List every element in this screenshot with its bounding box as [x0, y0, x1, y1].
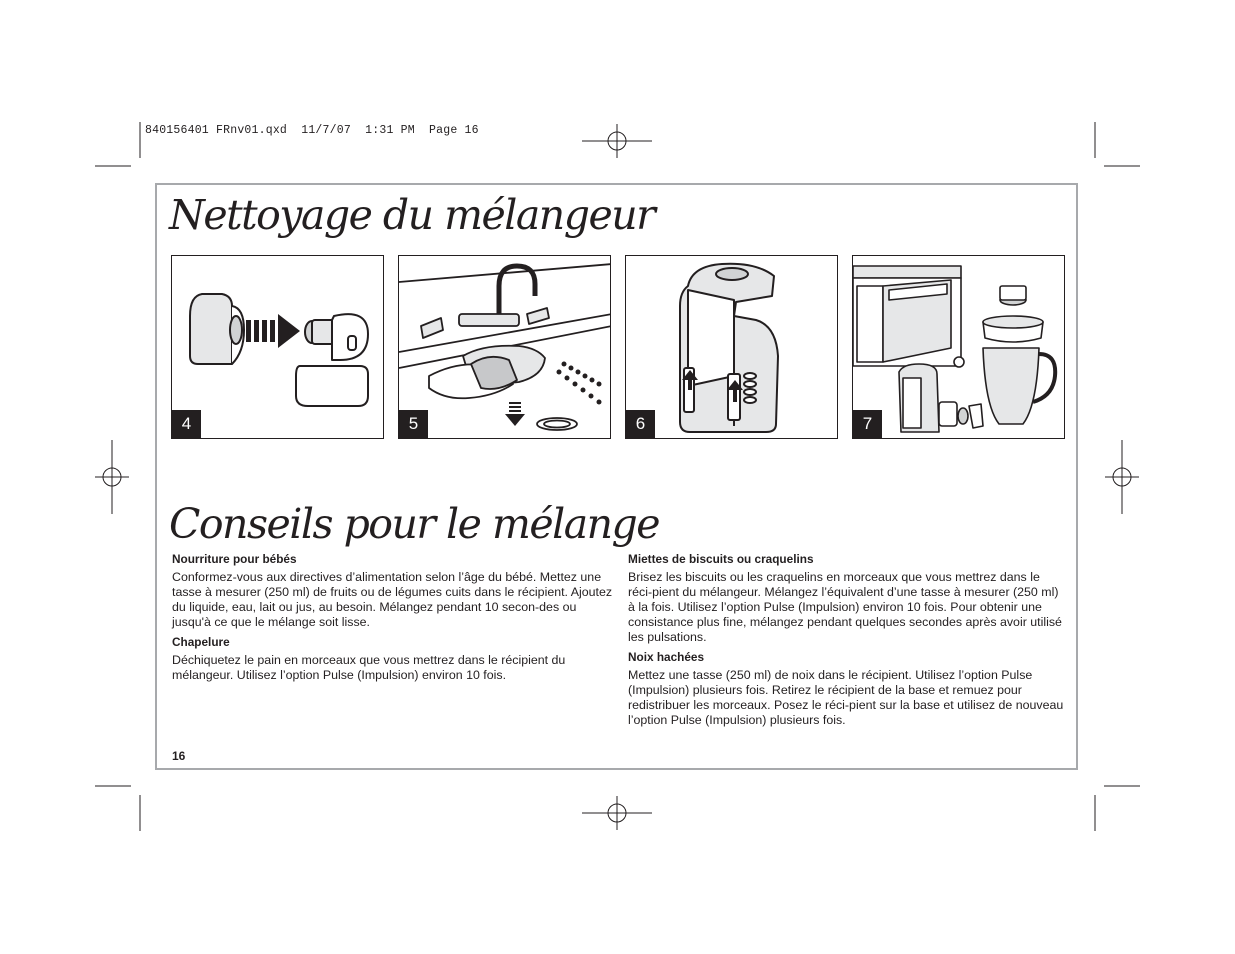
step-panel-6 — [625, 255, 838, 439]
tip-body: Mettez une tasse (250 ml) de noix dans le récipient. Utilisez l’option Pulse (Impulsion) plusieurs fois. Retirez le récipient de la base et remuez pour redistribuer les morceaux. Posez le réci-pient sur la base et utilisez de nouveau l’option Pulse (Impulsion) plusieurs fois. — [628, 668, 1064, 727]
tip-heading: Nourriture pour bébés — [172, 552, 297, 566]
tip-cookie-crumbs — [628, 552, 1066, 645]
step-number-6: 6 — [626, 410, 655, 438]
tip-baby-food — [172, 552, 614, 630]
registration-mark-bottom — [582, 796, 652, 830]
tips-right-column — [628, 552, 1066, 733]
tip-breadcrumbs — [172, 635, 614, 683]
tip-body: Déchiquetez le pain en morceaux que vous mettrez dans le récipient du mélangeur. Utilisez l’option Pulse (Impulsion) environ 10 fois. — [172, 653, 566, 682]
tips-title: Conseils pour le mélange — [169, 500, 660, 548]
step-panel-4 — [171, 255, 384, 439]
tip-body: Conformez-vous aux directives d’alimentation selon l’âge du bébé. Mettez une tasse à mesurer (250 ml) de fruits ou de légumes cuits dans le récipient. Ajoutez du liquide, eau, lait ou jus, au besoin. Mélangez pendant 10 secon-des ou jusqu'à ce que le mélange soit lisse. — [172, 570, 613, 629]
registration-mark-right — [1105, 440, 1139, 514]
tip-heading: Noix hachées — [628, 650, 705, 664]
step-number-5: 5 — [399, 410, 428, 438]
dishwasher-parts-icon — [853, 256, 1065, 439]
tip-heading: Chapelure — [172, 635, 230, 649]
tips-left-column — [172, 552, 614, 688]
print-slug-line: 840156401 FRnv01.qxd 11/7/07 1:31 PM Page 16 — [145, 124, 479, 137]
blender-base-icon — [626, 256, 838, 439]
tip-heading: Miettes de biscuits ou craquelins — [628, 552, 814, 566]
cleaning-title: Nettoyage du mélangeur — [169, 191, 655, 239]
tip-body: Brisez les biscuits ou les craquelins en morceaux que vous mettrez dans le réci-pient du mélangeur. Mélangez l’équivalent d’une tasse à mesurer (250 ml) à la fois. Utilisez l’option Pulse (Impulsion) environ 10 fois. Pour obtenir une consistance plus fine, mélangez pendant quelques secondes après avoir utilisé les pulsations. — [628, 570, 1062, 644]
registration-mark-left — [95, 440, 129, 514]
tip-chopped-nuts — [628, 650, 1066, 728]
step-number-4: 4 — [172, 410, 201, 438]
step-number-7: 7 — [853, 410, 882, 438]
step-panel-7 — [852, 255, 1065, 439]
registration-mark-top — [582, 124, 652, 158]
sink-hand-wash-icon — [399, 256, 611, 439]
step-panel-5 — [398, 255, 611, 439]
page-number: 16 — [172, 749, 186, 763]
mixer-blade-detach-icon — [172, 256, 384, 439]
